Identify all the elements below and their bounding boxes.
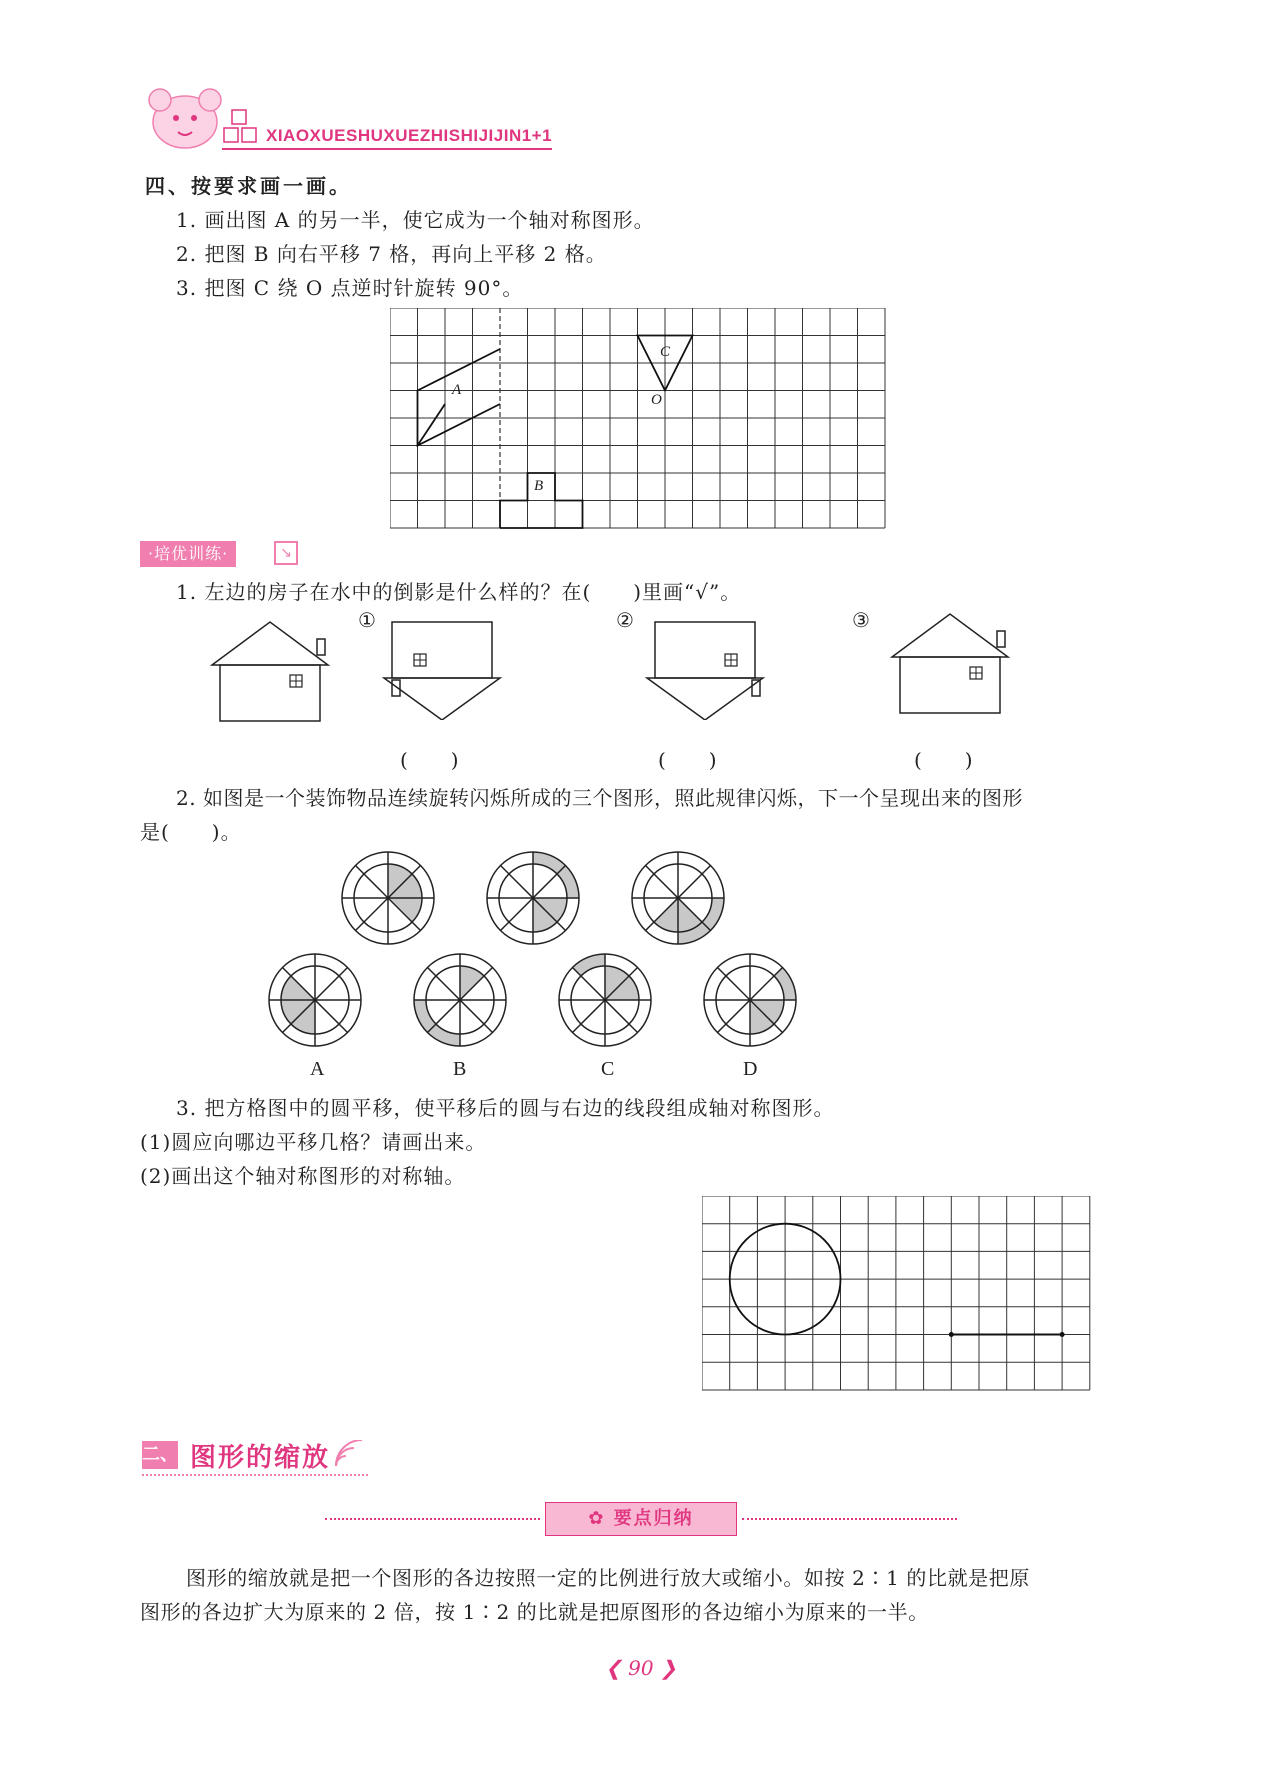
q1-bracket-2[interactable]: ( ) (658, 748, 718, 772)
q1-option-3: ③ (852, 610, 870, 632)
choice-label-c: C (601, 1058, 615, 1080)
choice-wheel-c[interactable] (557, 952, 653, 1048)
page-right-mark: ❯ (659, 1656, 677, 1680)
drawing-grid-2[interactable] (702, 1196, 1092, 1394)
grid-label-a: A (452, 382, 462, 398)
drawing-grid-1[interactable] (390, 308, 890, 532)
part2-para-line2: 图形的各边扩大为原来的 2 倍，按 1∶2 的比就是把原图形的各边缩小为原来的一半。 (140, 1600, 929, 1624)
part2-underline (142, 1474, 368, 1476)
pattern-wheel-3 (630, 850, 726, 946)
section4-item-1: 1. 画出图 A 的另一半，使它成为一个轴对称图形。 (176, 208, 655, 232)
section4-title: 四、按要求画一画。 (145, 174, 352, 198)
choice-wheel-a[interactable] (267, 952, 363, 1048)
header-underline (222, 148, 552, 150)
house-option-1[interactable] (382, 620, 507, 720)
section4-item-2: 2. 把图 B 向右平移 7 格，再向上平移 2 格。 (176, 242, 607, 266)
q1-bracket-1[interactable]: ( ) (400, 748, 460, 772)
page-left-mark: ❮ (605, 1656, 622, 1680)
training-q1: 1. 左边的房子在水中的倒影是什么样的？在( )里画“√”。 (176, 580, 742, 604)
training-badge: ·培优训练· (140, 541, 236, 567)
grid-label-b: B (534, 478, 544, 494)
pattern-wheel-1 (340, 850, 436, 946)
ribbon-label: 要点归纳 (613, 1508, 694, 1529)
house-original (210, 620, 335, 725)
header-cubes (222, 108, 266, 148)
header-series: XIAOXUESHUXUEZHISHIJIJIN1+1 (266, 126, 553, 145)
training-q2-line1: 2. 如图是一个装饰物品连续旋转闪烁所成的三个图形，照此规律闪烁，下一个呈现出来的图形 (176, 786, 1023, 810)
choice-label-a: A (310, 1058, 325, 1080)
mascot-logo (140, 82, 230, 152)
q1-option-2: ② (616, 610, 634, 632)
section4-item-3: 3. 把图 C 绕 O 点逆时针旋转 90°。 (176, 276, 524, 300)
grid-label-o: O (651, 392, 662, 408)
training-arrow-icon: ↘ (274, 541, 298, 565)
page-number (605, 1656, 677, 1680)
choice-wheel-d[interactable] (702, 952, 798, 1048)
training-q3: 3. 把方格图中的圆平移，使平移后的圆与右边的线段组成轴对称图形。 (176, 1096, 835, 1120)
q1-option-1: ① (358, 610, 376, 632)
ribbon-flower-icon: ✿ (588, 1508, 606, 1529)
part2-title: 图形的缩放 (190, 1443, 331, 1473)
training-q3-sub1: (1)圆应向哪边平移几格？请画出来。 (140, 1130, 487, 1154)
choice-wheel-b[interactable] (412, 952, 508, 1048)
choice-label-b: B (453, 1058, 467, 1080)
key-points-ribbon (545, 1502, 737, 1536)
grid-label-c: C (660, 344, 671, 360)
training-q3-sub2: (2)画出这个轴对称图形的对称轴。 (140, 1164, 466, 1188)
q1-bracket-3[interactable]: ( ) (914, 748, 974, 772)
house-option-2[interactable] (645, 620, 770, 720)
ribbon-dots-left (325, 1518, 540, 1520)
ribbon-dots-right (742, 1518, 957, 1520)
pattern-wheel-2 (485, 850, 581, 946)
part2-para-line1: 图形的缩放就是把一个图形的各边按照一定的比例进行放大或缩小。如按 2∶1 的比就是把原 (186, 1566, 1030, 1590)
part2-number: 二、 (142, 1441, 178, 1469)
signal-icon (332, 1440, 372, 1470)
training-q2-line2: 是( )。 (140, 820, 242, 844)
house-option-3[interactable] (890, 612, 1015, 717)
choice-label-d: D (743, 1058, 758, 1080)
page-number-value: 90 (628, 1656, 654, 1680)
